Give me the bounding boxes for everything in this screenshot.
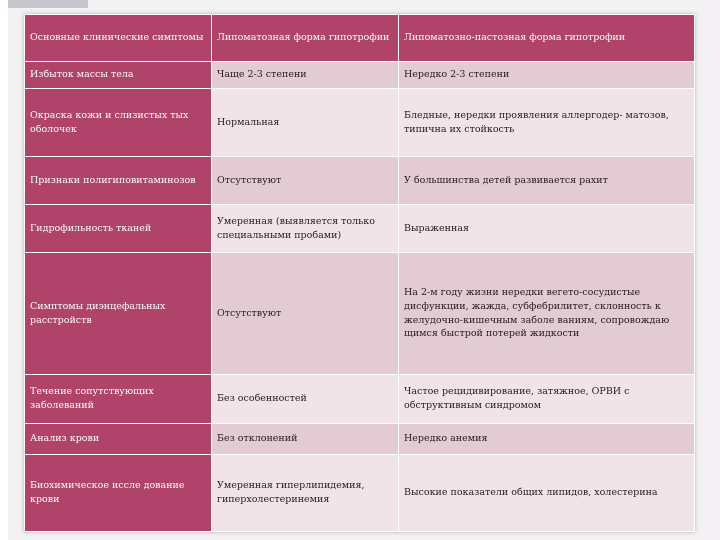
table-row (25, 89, 695, 157)
row-value-lipomatous: Чаще 2-3 степени (212, 62, 399, 89)
row-value-lipomatous: Умеренная гиперлипидемия, гиперхолестеринемия (212, 455, 399, 532)
header-cell-symptoms: Основные клинические симптомы (25, 15, 212, 62)
row-label: Течение сопутствующих заболеваний (25, 375, 212, 424)
table-row (25, 424, 695, 455)
row-value-lipomatous-pastose: На 2-м году жизни нередки вегето-сосудистые дисфункции, жажда, субфебрилитет, склонность к желудочно-кишечным заболе ваниям, сопровождаю щимся быстрой потерей жидкости (399, 253, 695, 375)
row-value-lipomatous-pastose: Выраженная (399, 205, 695, 253)
row-label: Избыток массы тела (25, 62, 212, 89)
row-label: Анализ крови (25, 424, 212, 455)
table-row (25, 157, 695, 205)
table-row (25, 253, 695, 375)
table-row (25, 62, 695, 89)
row-value-lipomatous: Без особенностей (212, 375, 399, 424)
header-cell-lipomatous: Липоматозная форма гипотрофии (212, 15, 399, 62)
row-label: Симптомы диэнцефальных расстройств (25, 253, 212, 375)
row-value-lipomatous: Без отклонений (212, 424, 399, 455)
row-value-lipomatous-pastose: Частое рецидивирование, затяжное, ОРВИ с обструктивным синдромом (399, 375, 695, 424)
row-label: Признаки полигиповитаминозов (25, 157, 212, 205)
row-value-lipomatous: Отсутствуют (212, 253, 399, 375)
row-label: Окраска кожи и слизистых тых оболочек (25, 89, 212, 157)
row-value-lipomatous-pastose: Высокие показатели общих липидов, холестерина (399, 455, 695, 532)
row-value-lipomatous-pastose: Бледные, нередки проявления аллергодер- матозов, типична их стойкость (399, 89, 695, 157)
row-value-lipomatous: Умеренная (выявляется только специальными пробами) (212, 205, 399, 253)
table-row (25, 455, 695, 532)
row-value-lipomatous: Нормальная (212, 89, 399, 157)
row-value-lipomatous-pastose: Нередко анемия (399, 424, 695, 455)
comparison-table (24, 14, 695, 532)
row-label: Биохимическое иссле дование крови (25, 455, 212, 532)
slide-corner-accent (8, 0, 88, 8)
row-label: Гидрофильность тканей (25, 205, 212, 253)
row-value-lipomatous: Отсутствуют (212, 157, 399, 205)
table-header-row (25, 15, 695, 62)
row-value-lipomatous-pastose: Нередко 2-3 степени (399, 62, 695, 89)
table-row (25, 205, 695, 253)
header-cell-lipomatous-pastose: Липоматозно-пастозная форма гипотрофии (399, 15, 695, 62)
row-value-lipomatous-pastose: У большинства детей развивается рахит (399, 157, 695, 205)
table-row (25, 375, 695, 424)
